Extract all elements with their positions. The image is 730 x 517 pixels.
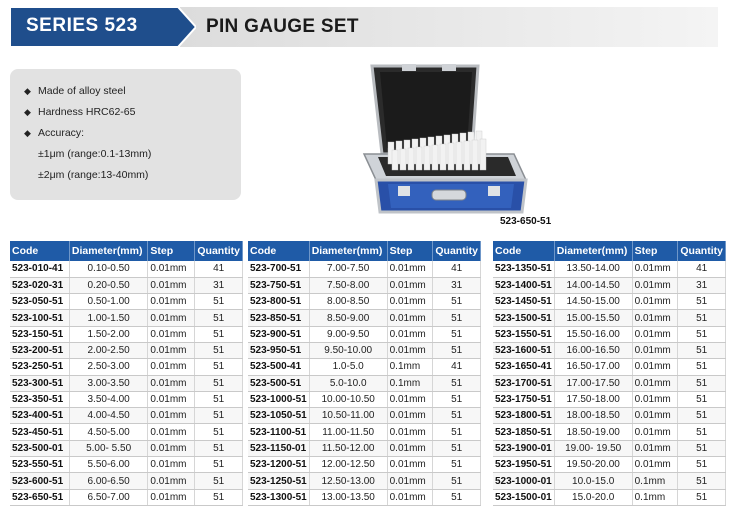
cell-code: 523-350-51: [10, 391, 69, 407]
cell-quantity: 31: [678, 277, 726, 293]
cell-quantity: 51: [195, 375, 243, 391]
cell-code: 523-500-41: [248, 359, 309, 375]
cell-quantity: 51: [195, 342, 243, 358]
cell-code: 523-400-51: [10, 408, 69, 424]
cell-step: 0.01mm: [148, 391, 195, 407]
table-header-row: [10, 241, 243, 261]
cell-step: 0.01mm: [632, 310, 678, 326]
cell-step: 0.01mm: [632, 391, 678, 407]
cell-quantity: 41: [433, 261, 481, 277]
column-header-step: Step: [387, 241, 433, 261]
cell-step: 0.01mm: [148, 359, 195, 375]
cell-diameter: 14.50-15.00: [554, 294, 632, 310]
cell-step: 0.01mm: [387, 440, 433, 456]
cell-quantity: 51: [195, 310, 243, 326]
cell-quantity: 51: [433, 457, 481, 473]
cell-step: 0.1mm: [387, 375, 433, 391]
cell-code: 523-850-51: [248, 310, 309, 326]
cell-step: 0.01mm: [632, 440, 678, 456]
cell-code: 523-1250-51: [248, 473, 309, 489]
cell-code: 523-550-51: [10, 457, 69, 473]
cell-quantity: 31: [195, 277, 243, 293]
cell-code: 523-100-51: [10, 310, 69, 326]
table-row: [248, 261, 481, 277]
column-header-code: Code: [493, 241, 554, 261]
cell-quantity: 51: [678, 424, 726, 440]
cell-quantity: 51: [433, 440, 481, 456]
cell-quantity: 51: [195, 440, 243, 456]
cell-quantity: 31: [433, 277, 481, 293]
cell-diameter: 6.00-6.50: [69, 473, 148, 489]
cell-code: 523-1900-01: [493, 440, 554, 456]
cell-quantity: 51: [433, 310, 481, 326]
table-row: [248, 473, 481, 489]
column-header-code: Code: [10, 241, 69, 261]
page-title: PIN GAUGE SET: [206, 16, 359, 37]
accuracy-line: ±2μm (range:13-40mm): [38, 169, 149, 181]
cell-diameter: 19.50-20.00: [554, 457, 632, 473]
cell-diameter: 19.00- 19.50: [554, 440, 632, 456]
table-row: [493, 277, 726, 293]
cell-diameter: 3.50-4.00: [69, 391, 148, 407]
cell-quantity: 51: [678, 457, 726, 473]
table-header-row: [493, 241, 726, 261]
cell-diameter: 5.50-6.00: [69, 457, 148, 473]
cell-diameter: 10.0-15.0: [554, 473, 632, 489]
cell-step: 0.01mm: [148, 408, 195, 424]
column-header-code: Code: [248, 241, 309, 261]
cell-step: 0.01mm: [148, 261, 195, 277]
spec-item: ◆ Made of alloy steel: [24, 81, 241, 102]
cell-diameter: 7.50-8.00: [309, 277, 387, 293]
table-row: [248, 375, 481, 391]
cell-code: 523-300-51: [10, 375, 69, 391]
cell-diameter: 2.50-3.00: [69, 359, 148, 375]
cell-step: 0.01mm: [148, 473, 195, 489]
cell-diameter: 4.50-5.00: [69, 424, 148, 440]
cell-diameter: 18.00-18.50: [554, 408, 632, 424]
table-row: [248, 440, 481, 456]
cell-step: 0.01mm: [148, 310, 195, 326]
spec-item: ◆ Hardness HRC62-65: [24, 102, 241, 123]
cell-diameter: 16.50-17.00: [554, 359, 632, 375]
table-row: [10, 310, 243, 326]
cell-diameter: 17.50-18.00: [554, 391, 632, 407]
cell-code: 523-700-51: [248, 261, 309, 277]
pin-gauge-table-1: [10, 241, 243, 506]
cell-step: 0.01mm: [387, 457, 433, 473]
cell-code: 523-1850-51: [493, 424, 554, 440]
cell-code: 523-1150-01: [248, 440, 309, 456]
table-row: [493, 261, 726, 277]
table-row: [10, 424, 243, 440]
cell-code: 523-150-51: [10, 326, 69, 342]
cell-quantity: 51: [433, 326, 481, 342]
table-row: [493, 342, 726, 358]
cell-code: 523-010-41: [10, 261, 69, 277]
cell-code: 523-1000-51: [248, 391, 309, 407]
cell-quantity: 51: [678, 375, 726, 391]
cell-step: 0.01mm: [632, 342, 678, 358]
pin-gauge-table-2: [248, 241, 481, 506]
cell-step: 0.01mm: [632, 408, 678, 424]
cell-diameter: 3.00-3.50: [69, 375, 148, 391]
cell-quantity: 51: [195, 489, 243, 505]
cell-diameter: 0.10-0.50: [69, 261, 148, 277]
cell-step: 0.01mm: [387, 408, 433, 424]
cell-code: 523-250-51: [10, 359, 69, 375]
table-row: [10, 489, 243, 505]
cell-step: 0.01mm: [148, 342, 195, 358]
cell-diameter: 18.50-19.00: [554, 424, 632, 440]
photo-caption: 523-650-51: [500, 216, 552, 227]
cell-quantity: 51: [195, 473, 243, 489]
column-header-diameter: Diameter(mm): [309, 241, 387, 261]
cell-diameter: 8.50-9.00: [309, 310, 387, 326]
table-row: [10, 457, 243, 473]
table-row: [10, 261, 243, 277]
table-row: [248, 457, 481, 473]
diamond-bullet-icon: ◆: [24, 86, 31, 96]
column-header-quantity: Quantity: [433, 241, 481, 261]
column-header-quantity: Quantity: [195, 241, 243, 261]
cell-quantity: 51: [433, 294, 481, 310]
cell-diameter: 8.00-8.50: [309, 294, 387, 310]
spec-box: [10, 69, 241, 200]
cell-step: 0.01mm: [632, 359, 678, 375]
cell-diameter: 9.00-9.50: [309, 326, 387, 342]
column-header-diameter: Diameter(mm): [554, 241, 632, 261]
spec-item: ◆ Accuracy:: [24, 123, 241, 144]
cell-code: 523-950-51: [248, 342, 309, 358]
table-row: [10, 359, 243, 375]
pin-gauge-case-photo: [354, 62, 530, 222]
cell-quantity: 51: [678, 489, 726, 505]
cell-code: 523-500-01: [10, 440, 69, 456]
cell-step: 0.01mm: [632, 294, 678, 310]
table-row: [10, 342, 243, 358]
cell-step: 0.1mm: [632, 489, 678, 505]
table-row: [10, 375, 243, 391]
header-bar: [10, 7, 718, 47]
cell-diameter: 12.00-12.50: [309, 457, 387, 473]
cell-quantity: 51: [433, 342, 481, 358]
cell-diameter: 13.50-14.00: [554, 261, 632, 277]
table-row: [493, 294, 726, 310]
cell-step: 0.01mm: [387, 310, 433, 326]
series-tab: [10, 7, 196, 47]
cell-quantity: 51: [195, 424, 243, 440]
cell-quantity: 51: [678, 408, 726, 424]
cell-quantity: 51: [678, 326, 726, 342]
diamond-bullet-icon: ◆: [24, 107, 31, 117]
cell-step: 0.01mm: [148, 424, 195, 440]
table-row: [493, 359, 726, 375]
cell-step: 0.1mm: [387, 359, 433, 375]
cell-code: 523-750-51: [248, 277, 309, 293]
table-row: [248, 310, 481, 326]
cell-diameter: 17.00-17.50: [554, 375, 632, 391]
cell-diameter: 14.00-14.50: [554, 277, 632, 293]
cell-quantity: 51: [195, 294, 243, 310]
diamond-bullet-icon: ◆: [24, 128, 31, 138]
cell-quantity: 51: [433, 375, 481, 391]
cell-step: 0.01mm: [632, 375, 678, 391]
cell-quantity: 51: [433, 391, 481, 407]
cell-step: 0.01mm: [387, 326, 433, 342]
cell-code: 523-1500-51: [493, 310, 554, 326]
cell-code: 523-1100-51: [248, 424, 309, 440]
cell-step: 0.1mm: [632, 473, 678, 489]
cell-diameter: 16.00-16.50: [554, 342, 632, 358]
cell-step: 0.01mm: [148, 294, 195, 310]
table-row: [493, 310, 726, 326]
table-row: [10, 294, 243, 310]
cell-step: 0.01mm: [148, 375, 195, 391]
cell-quantity: 51: [195, 326, 243, 342]
cell-quantity: 51: [678, 440, 726, 456]
cell-quantity: 51: [195, 391, 243, 407]
cell-diameter: 6.50-7.00: [69, 489, 148, 505]
cell-diameter: 9.50-10.00: [309, 342, 387, 358]
case-icon: [354, 62, 530, 222]
cell-step: 0.01mm: [632, 457, 678, 473]
cell-quantity: 41: [678, 261, 726, 277]
cell-code: 523-1200-51: [248, 457, 309, 473]
cell-diameter: 1.50-2.00: [69, 326, 148, 342]
cell-code: 523-1750-51: [493, 391, 554, 407]
cell-step: 0.01mm: [387, 294, 433, 310]
pin-gauge-table-3: [493, 241, 726, 506]
cell-code: 523-650-51: [10, 489, 69, 505]
table-row: [493, 489, 726, 505]
cell-quantity: 51: [678, 473, 726, 489]
cell-step: 0.01mm: [387, 391, 433, 407]
table-row: [10, 326, 243, 342]
table-header-row: [248, 241, 481, 261]
cell-code: 523-200-51: [10, 342, 69, 358]
cell-code: 523-1450-51: [493, 294, 554, 310]
cell-code: 523-020-31: [10, 277, 69, 293]
cell-quantity: 51: [678, 294, 726, 310]
cell-code: 523-1550-51: [493, 326, 554, 342]
table-row: [493, 424, 726, 440]
table-row: [493, 408, 726, 424]
cell-diameter: 0.20-0.50: [69, 277, 148, 293]
table-row: [10, 408, 243, 424]
cell-quantity: 51: [433, 408, 481, 424]
cell-diameter: 15.00-15.50: [554, 310, 632, 326]
cell-code: 523-1350-51: [493, 261, 554, 277]
table-row: [10, 277, 243, 293]
cell-step: 0.01mm: [148, 489, 195, 505]
cell-diameter: 13.00-13.50: [309, 489, 387, 505]
table-row: [493, 440, 726, 456]
cell-diameter: 11.50-12.00: [309, 440, 387, 456]
table-row: [248, 342, 481, 358]
cell-step: 0.01mm: [387, 261, 433, 277]
cell-code: 523-450-51: [10, 424, 69, 440]
table-row: [493, 326, 726, 342]
cell-code: 523-1400-51: [493, 277, 554, 293]
cell-step: 0.01mm: [387, 489, 433, 505]
cell-diameter: 12.50-13.00: [309, 473, 387, 489]
column-header-step: Step: [632, 241, 678, 261]
table-row: [10, 391, 243, 407]
table-row: [248, 359, 481, 375]
cell-step: 0.01mm: [387, 342, 433, 358]
cell-quantity: 51: [195, 359, 243, 375]
cell-quantity: 41: [433, 359, 481, 375]
cell-code: 523-800-51: [248, 294, 309, 310]
cell-code: 523-1050-51: [248, 408, 309, 424]
cell-quantity: 51: [433, 424, 481, 440]
cell-step: 0.01mm: [632, 277, 678, 293]
cell-quantity: 51: [678, 359, 726, 375]
table-row: [10, 440, 243, 456]
cell-step: 0.01mm: [148, 326, 195, 342]
cell-step: 0.01mm: [632, 326, 678, 342]
table-row: [493, 457, 726, 473]
cell-code: 523-600-51: [10, 473, 69, 489]
cell-diameter: 1.00-1.50: [69, 310, 148, 326]
cell-step: 0.01mm: [148, 277, 195, 293]
table-row: [248, 326, 481, 342]
cell-step: 0.01mm: [632, 424, 678, 440]
cell-diameter: 10.00-10.50: [309, 391, 387, 407]
cell-code: 523-900-51: [248, 326, 309, 342]
cell-code: 523-500-51: [248, 375, 309, 391]
cell-code: 523-1950-51: [493, 457, 554, 473]
cell-code: 523-1650-41: [493, 359, 554, 375]
column-header-diameter: Diameter(mm): [69, 241, 148, 261]
table-row: [248, 489, 481, 505]
cell-quantity: 51: [195, 408, 243, 424]
cell-quantity: 51: [433, 473, 481, 489]
table-row: [10, 473, 243, 489]
table-row: [248, 277, 481, 293]
cell-quantity: 51: [195, 457, 243, 473]
cell-step: 0.01mm: [632, 261, 678, 277]
cell-step: 0.01mm: [148, 457, 195, 473]
cell-step: 0.01mm: [387, 424, 433, 440]
cell-diameter: 5.0-10.0: [309, 375, 387, 391]
cell-step: 0.01mm: [148, 440, 195, 456]
cell-diameter: 5.00- 5.50: [69, 440, 148, 456]
cell-quantity: 51: [678, 342, 726, 358]
cell-quantity: 51: [433, 489, 481, 505]
table-row: [248, 408, 481, 424]
cell-diameter: 7.00-7.50: [309, 261, 387, 277]
cell-diameter: 0.50-1.00: [69, 294, 148, 310]
cell-code: 523-1700-51: [493, 375, 554, 391]
cell-code: 523-1000-01: [493, 473, 554, 489]
cell-code: 523-1500-01: [493, 489, 554, 505]
column-header-quantity: Quantity: [678, 241, 726, 261]
table-row: [493, 375, 726, 391]
cell-quantity: 51: [678, 391, 726, 407]
table-row: [493, 391, 726, 407]
cell-quantity: 41: [195, 261, 243, 277]
cell-quantity: 51: [678, 310, 726, 326]
cell-code: 523-1300-51: [248, 489, 309, 505]
table-row: [248, 424, 481, 440]
cell-step: 0.01mm: [387, 473, 433, 489]
series-label: SERIES 523: [26, 15, 138, 36]
table-row: [248, 294, 481, 310]
column-header-step: Step: [148, 241, 195, 261]
cell-diameter: 15.50-16.00: [554, 326, 632, 342]
cell-diameter: 1.0-5.0: [309, 359, 387, 375]
cell-code: 523-1800-51: [493, 408, 554, 424]
cell-step: 0.01mm: [387, 277, 433, 293]
cell-diameter: 11.00-11.50: [309, 424, 387, 440]
cell-code: 523-1600-51: [493, 342, 554, 358]
cell-diameter: 2.00-2.50: [69, 342, 148, 358]
cell-diameter: 15.0-20.0: [554, 489, 632, 505]
table-row: [493, 473, 726, 489]
cell-diameter: 10.50-11.00: [309, 408, 387, 424]
cell-code: 523-050-51: [10, 294, 69, 310]
table-row: [248, 391, 481, 407]
cell-diameter: 4.00-4.50: [69, 408, 148, 424]
accuracy-line: ±1μm (range:0.1-13mm): [38, 148, 152, 160]
